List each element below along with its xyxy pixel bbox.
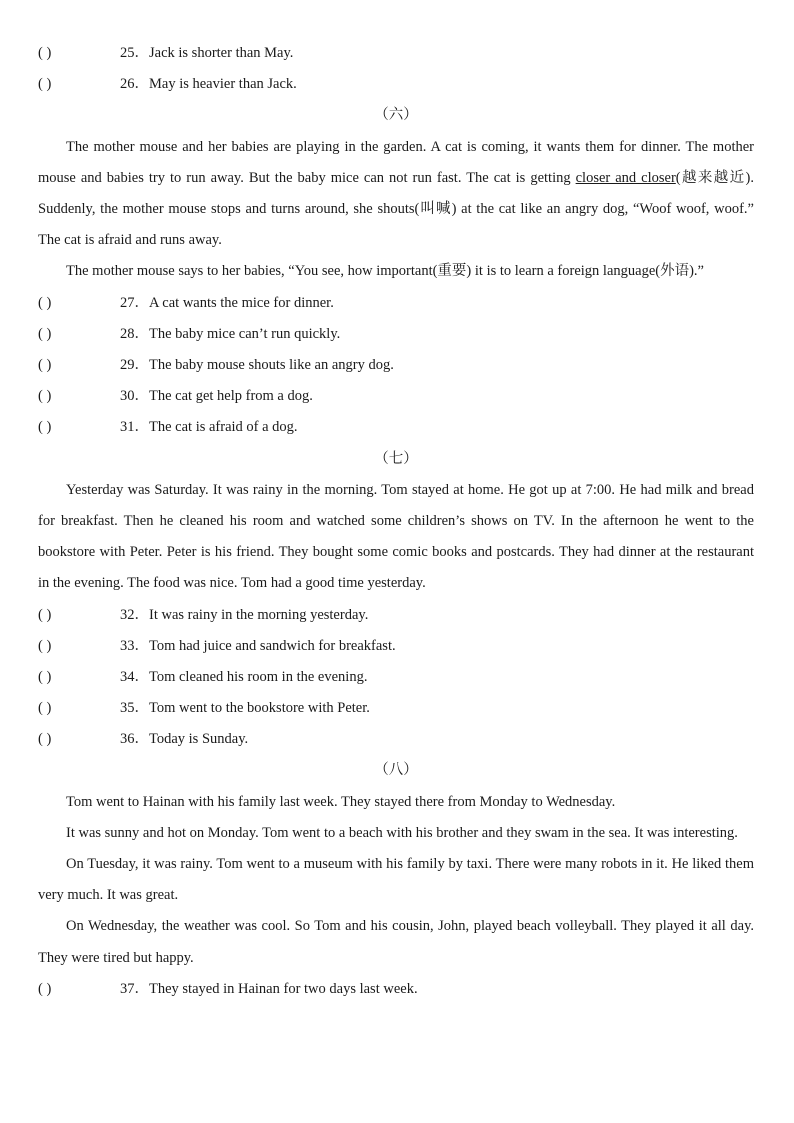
section-6-paragraph-1: The mother mouse and her babies are playing in the garden. A cat is coming, it wants them for dinner. The mother mouse and babies try to run away. But the baby mice can not run fast. The cat is getting closer and closer(越来越近). Suddenly, the mother mouse stops and turns around, she shouts(叫喊) at the cat like an angry dog, “Woof woof, woof.” The cat is afraid and runs away.	[38, 138, 754, 249]
section-6-paragraph-2: The mother mouse says to her babies, “You see, how important(重要) it is to learn a foreign language(外语).”	[66, 263, 704, 280]
question-number: 27．	[120, 294, 149, 311]
answer-blank[interactable]: ( )	[38, 700, 52, 717]
question-text: The cat get help from a dog.	[149, 388, 313, 405]
worksheet-page	[38, 38, 754, 1005]
section-8-paragraph-2: It was sunny and hot on Monday. Tom went to a beach with his brother and they swam in the sea. It was interesting.	[66, 824, 738, 841]
answer-blank[interactable]: ( )	[38, 419, 52, 436]
answer-blank[interactable]: ( )	[38, 325, 52, 342]
question-text: The baby mouse shouts like an angry dog.	[149, 356, 394, 373]
answer-blank[interactable]: ( )	[38, 606, 52, 623]
question-36	[38, 724, 754, 755]
section-8-paragraph-1: Tom went to Hainan with his family last week. They stayed there from Monday to Wednesday.	[66, 793, 616, 810]
question-27	[38, 288, 754, 319]
answer-blank[interactable]: ( )	[38, 668, 52, 685]
question-text: Tom had juice and sandwich for breakfast.	[149, 637, 396, 654]
underlined-phrase: closer and closer	[575, 169, 676, 186]
section-6-heading: （六）	[374, 107, 418, 124]
question-34	[38, 662, 754, 693]
answer-blank[interactable]: ( )	[38, 45, 52, 61]
answer-blank[interactable]: ( )	[38, 356, 52, 373]
question-number: 35．	[120, 700, 149, 717]
question-29	[38, 350, 754, 381]
question-37	[38, 974, 754, 1005]
answer-blank[interactable]: ( )	[38, 388, 52, 405]
answer-blank[interactable]: ( )	[38, 731, 52, 748]
question-text: It was rainy in the morning yesterday.	[149, 606, 369, 623]
question-number: 29．	[120, 356, 149, 373]
answer-blank[interactable]: ( )	[38, 637, 52, 654]
answer-blank[interactable]: ( )	[38, 294, 52, 311]
question-31	[38, 412, 754, 443]
question-number: 37．	[120, 980, 149, 997]
question-number: 30．	[120, 388, 149, 405]
question-text: May is heavier than Jack.	[149, 76, 297, 93]
section-8-paragraph-3: On Tuesday, it was rainy. Tom went to a museum with his family by taxi. There were many robots in it. He liked them very much. It was great.	[38, 856, 754, 904]
question-text: Tom cleaned his room in the evening.	[149, 668, 368, 685]
question-28	[38, 319, 754, 350]
answer-blank[interactable]: ( )	[38, 76, 52, 93]
question-number: 28．	[120, 325, 149, 342]
question-text: Tom went to the bookstore with Peter.	[149, 700, 370, 717]
question-number: 36．	[120, 731, 149, 748]
section-8-heading: （八）	[374, 762, 418, 779]
question-text: The baby mice can’t run quickly.	[149, 325, 341, 342]
question-number: 34．	[120, 668, 149, 685]
question-text: They stayed in Hainan for two days last week.	[149, 980, 418, 997]
question-35	[38, 693, 754, 724]
question-33	[38, 631, 754, 662]
question-number: 26．	[120, 76, 149, 93]
question-text: Jack is shorter than May.	[149, 45, 294, 61]
section-8-paragraph-4: On Wednesday, the weather was cool. So Tom and his cousin, John, played beach volleyball. They played it all day. They were tired but happy.	[38, 918, 754, 966]
question-number: 33．	[120, 637, 149, 654]
question-30	[38, 381, 754, 412]
question-number: 32．	[120, 606, 149, 623]
question-text: A cat wants the mice for dinner.	[149, 294, 334, 311]
question-text: The cat is afraid of a dog.	[149, 419, 298, 436]
section-7-paragraph-1: Yesterday was Saturday. It was rainy in the morning. Tom stayed at home. He got up at 7:00. He had milk and bread for breakfast. Then he cleaned his room and watched some children’s shows on TV. In the afternoon he went to the bookstore with Peter. Peter is his friend. They bought some comic books and postcards. They had dinner at the restaurant in the evening. The food was nice. Tom had a good time yesterday.	[38, 481, 754, 592]
question-number: 25．	[120, 45, 149, 61]
question-number: 31．	[120, 419, 149, 436]
question-25	[38, 38, 754, 69]
answer-blank[interactable]: ( )	[38, 980, 52, 997]
question-text: Today is Sunday.	[149, 731, 249, 748]
section-7-heading: （七）	[374, 450, 418, 467]
question-26	[38, 69, 754, 100]
question-32	[38, 600, 754, 631]
